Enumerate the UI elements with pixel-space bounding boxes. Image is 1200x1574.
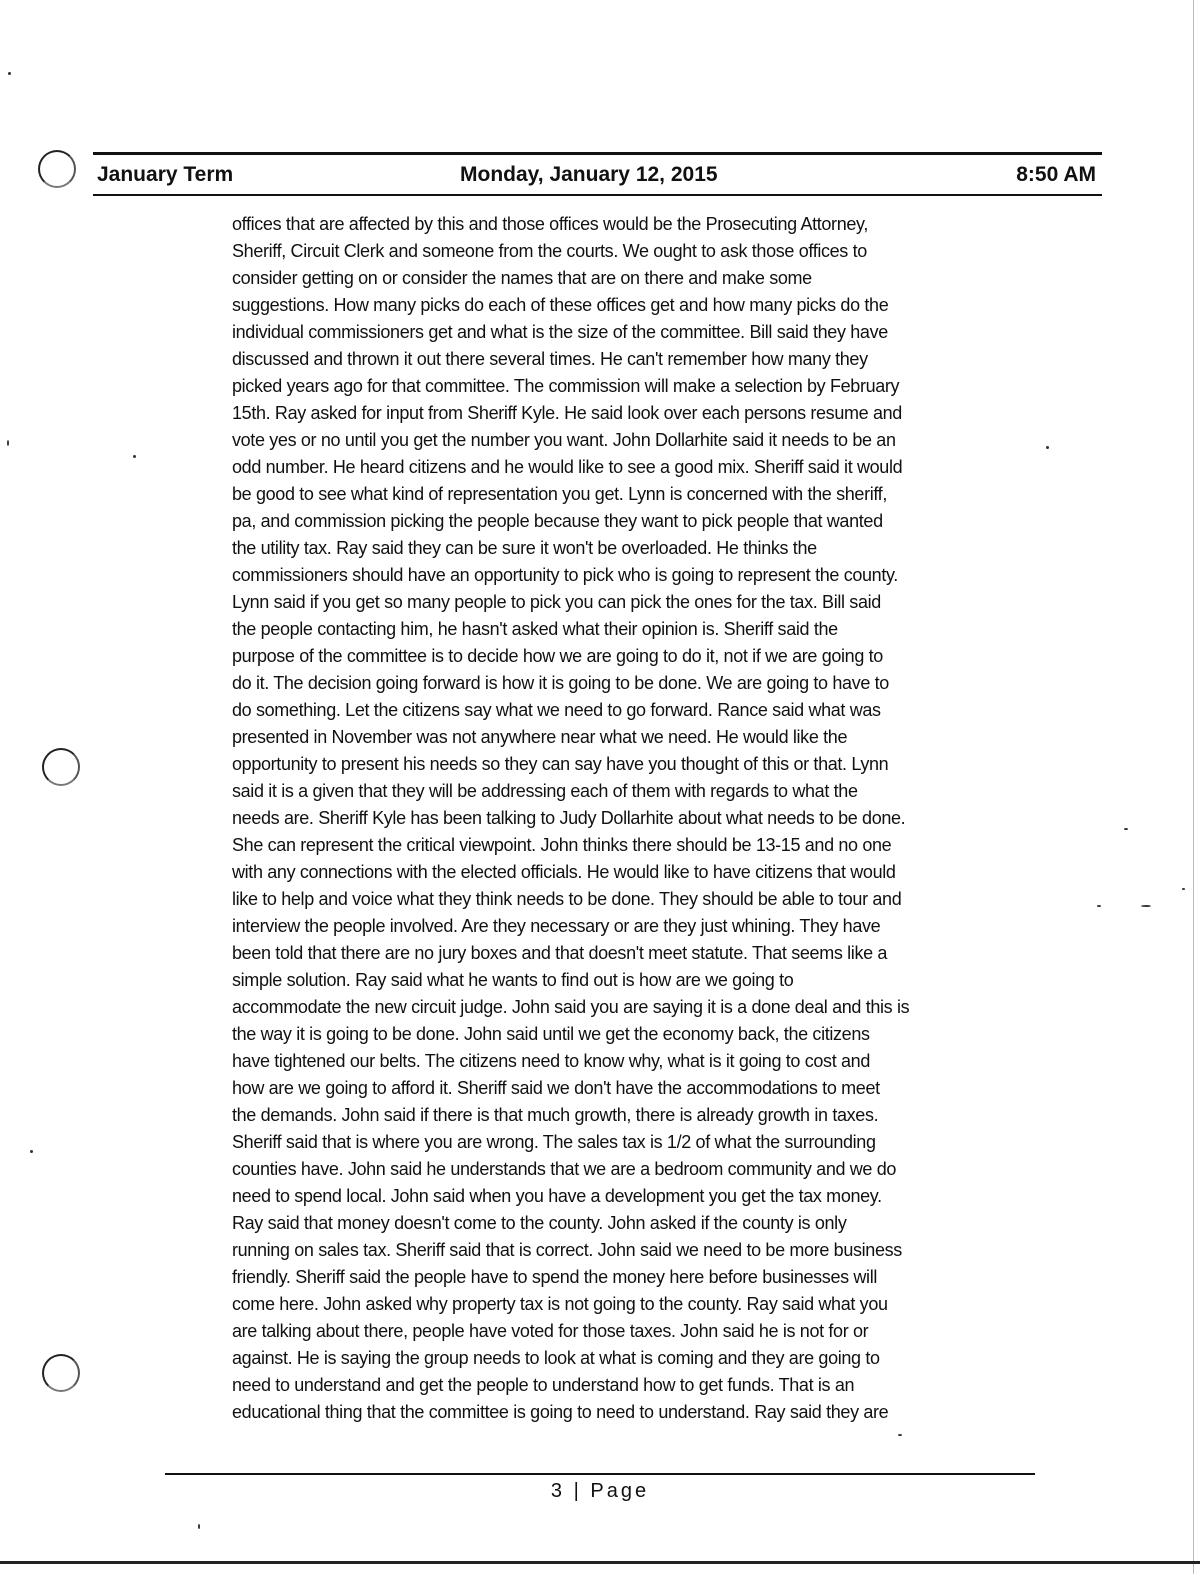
text-line: individual commissioners get and what is the size of the committee. Bill said they have — [232, 322, 888, 342]
text-line: Sheriff, Circuit Clerk and someone from the courts. We ought to ask those offices to — [232, 241, 867, 261]
text-line: friendly. Sheriff said the people have to spend the money here before businesses will — [232, 1267, 877, 1287]
text-line: She can represent the critical viewpoint. John thinks there should be 13-15 and no one — [232, 835, 892, 855]
text-line: Ray said that money doesn't come to the county. John asked if the county is only — [232, 1213, 847, 1233]
text-line: presented in November was not anywhere near what we need. He would like the — [232, 727, 848, 747]
scan-edge — [1193, 0, 1194, 1574]
scan-speck — [8, 72, 11, 75]
text-line: the utility tax. Ray said they can be sure it won't be overloaded. He thinks the — [232, 538, 817, 558]
text-line: with any connections with the elected officials. He would like to have citizens that would — [232, 862, 896, 882]
header-date: Monday, January 12, 2015 — [460, 163, 718, 186]
punch-hole — [42, 748, 80, 786]
scan-speck — [1124, 828, 1128, 830]
text-line: been told that there are no jury boxes and that doesn't meet statute. That seems like a — [232, 943, 888, 963]
text-line: interview the people involved. Are they necessary or are they just whining. They have — [232, 916, 881, 936]
text-line: like to help and voice what they think needs to be done. They should be able to tour and — [232, 889, 902, 909]
text-line: running on sales tax. Sheriff said that is correct. John said we need to be more business — [232, 1240, 902, 1260]
text-line: against. He is saying the group needs to look at what is coming and they are going to — [232, 1348, 880, 1368]
punch-hole — [42, 1354, 80, 1392]
text-line: need to spend local. John said when you have a development you get the tax money. — [232, 1186, 882, 1206]
header-rule-top — [93, 152, 1102, 155]
text-line: the people contacting him, he hasn't asked what their opinion is. Sheriff said the — [232, 619, 838, 639]
text-line: opportunity to present his needs so they can say have you thought of this or that. Lynn — [232, 754, 889, 774]
punch-hole — [38, 150, 76, 188]
text-line: the way it is going to be done. John said until we get the economy back, the citizens — [232, 1024, 870, 1044]
text-line: needs are. Sheriff Kyle has been talking to Judy Dollarhite about what needs to be done. — [232, 808, 906, 828]
text-line: suggestions. How many picks do each of these offices get and how many picks do the — [232, 295, 889, 315]
text-line: picked years ago for that committee. The commission will make a selection by February — [232, 376, 900, 396]
scan-speck — [1141, 905, 1151, 907]
text-line: said it is a given that they will be addressing each of them with regards to what the — [232, 781, 858, 801]
text-line: simple solution. Ray said what he wants to find out is how are we going to — [232, 970, 794, 990]
header-rule-bottom — [93, 194, 1102, 196]
text-line: pa, and commission picking the people because they want to pick people that wanted — [232, 511, 883, 531]
text-line: educational thing that the committee is going to need to understand. Ray said they are — [232, 1402, 889, 1422]
scan-speck — [1182, 888, 1185, 890]
text-line: the demands. John said if there is that much growth, there is already growth in taxes. — [232, 1105, 879, 1125]
minutes-body — [232, 211, 1042, 1426]
scan-speck — [30, 1150, 33, 1153]
scan-speck — [898, 1434, 902, 1436]
header-term: January Term — [97, 163, 234, 186]
text-line: consider getting on or consider the names that are on there and make some — [232, 268, 812, 288]
text-line: come here. John asked why property tax is not going to the county. Ray said what you — [232, 1294, 888, 1314]
text-line: offices that are affected by this and those offices would be the Prosecuting Attorney, — [232, 214, 868, 234]
text-line: odd number. He heard citizens and he would like to see a good mix. Sheriff said it would — [232, 457, 903, 477]
scan-speck — [133, 455, 136, 458]
footer-rule — [165, 1473, 1035, 1475]
text-line: have tightened our belts. The citizens need to know why, what is it going to cost and — [232, 1051, 870, 1071]
scan-speck — [198, 1524, 200, 1529]
text-line: be good to see what kind of representation you get. Lynn is concerned with the sheriff, — [232, 484, 887, 504]
text-line: how are we going to afford it. Sheriff said we don't have the accommodations to meet — [232, 1078, 880, 1098]
scan-speck — [1097, 905, 1101, 907]
scan-speck — [7, 440, 9, 446]
text-line: are talking about there, people have voted for those taxes. John said he is not for or — [232, 1321, 869, 1341]
text-line: vote yes or no until you get the number you want. John Dollarhite said it needs to be an — [232, 430, 896, 450]
text-line: need to understand and get the people to understand how to get funds. That is an — [232, 1375, 855, 1395]
text-line: do something. Let the citizens say what we need to go forward. Rance said what was — [232, 700, 881, 720]
text-line: Lynn said if you get so many people to pick you can pick the ones for the tax. Bill said — [232, 592, 881, 612]
text-line: accommodate the new circuit judge. John said you are saying it is a done deal and this is — [232, 997, 910, 1017]
text-line: purpose of the committee is to decide how we are going to do it, not if we are going to — [232, 646, 883, 666]
header-time: 8:50 AM — [1016, 163, 1096, 186]
scan-speck — [1046, 446, 1049, 449]
page-number: 3 | Page — [550, 1480, 650, 1502]
text-line: Sheriff said that is where you are wrong. The sales tax is 1/2 of what the surrounding — [232, 1132, 876, 1152]
text-line: commissioners should have an opportunity to pick who is going to represent the county. — [232, 565, 898, 585]
text-line: do it. The decision going forward is how it is going to be done. We are going to have to — [232, 673, 889, 693]
text-line: 15th. Ray asked for input from Sheriff Kyle. He said look over each persons resume and — [232, 403, 902, 423]
scan-edge-bottom — [0, 1561, 1200, 1564]
text-line: counties have. John said he understands that we are a bedroom community and we do — [232, 1159, 897, 1179]
text-line: discussed and thrown it out there several times. He can't remember how many they — [232, 349, 868, 369]
